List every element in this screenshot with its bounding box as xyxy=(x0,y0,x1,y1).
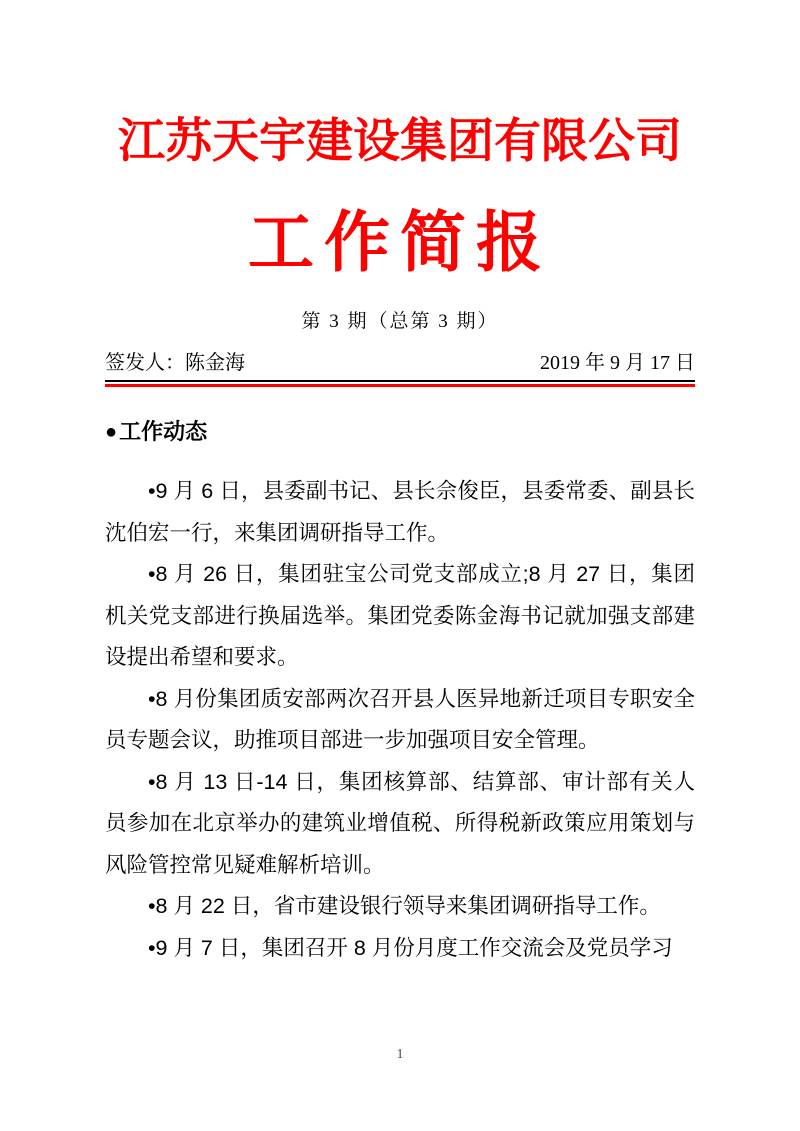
section-bullet-icon: ● xyxy=(105,421,118,443)
document-title: 工作简报 xyxy=(248,207,552,280)
organization-title: 江苏天宇建设集团有限公司 xyxy=(118,116,682,168)
body-text-block xyxy=(105,471,695,969)
news-item: •9 月 6 日，县委副书记、县长佘俊臣，县委常委、副县长沈伯宏一行，来集团调研指导工作。 xyxy=(105,479,695,545)
news-item: •9 月 7 日，集团召开 8 月份月度工作交流会及党员学习 xyxy=(148,935,673,960)
document-content xyxy=(0,112,800,969)
red-divider-rule xyxy=(105,384,695,387)
page-number: 1 xyxy=(396,1047,404,1062)
news-item: •8 月 26 日，集团驻宝公司党支部成立;8 月 27 日，集团机关党支部进行换届选举。集团党委陈金海书记就加强支部建设提出希望和要求。 xyxy=(105,562,695,669)
issue-number-line: 第 3 期（总第 3 期） xyxy=(301,311,499,332)
news-item: •8 月 22 日，省市建设银行领导来集团调研指导工作。 xyxy=(148,894,661,918)
section-header xyxy=(105,417,695,447)
signoff-row xyxy=(105,350,695,382)
issue-date: 2019 年 9 月 17 日 xyxy=(540,352,695,374)
section-title: 工作动态 xyxy=(119,419,208,444)
issuer-name: 签发人：陈金海 xyxy=(105,352,245,374)
news-item: •8 月份集团质安部两次召开县人医异地新迁项目专职安全员专题会议，助推项目部进一步加强项目安全管理。 xyxy=(105,686,695,752)
news-item: •8 月 13 日-14 日，集团核算部、结算部、审计部有关人员参加在北京举办的建筑业增值税、所得税新政策应用策划与风险管控常见疑难解析培训。 xyxy=(105,769,695,877)
